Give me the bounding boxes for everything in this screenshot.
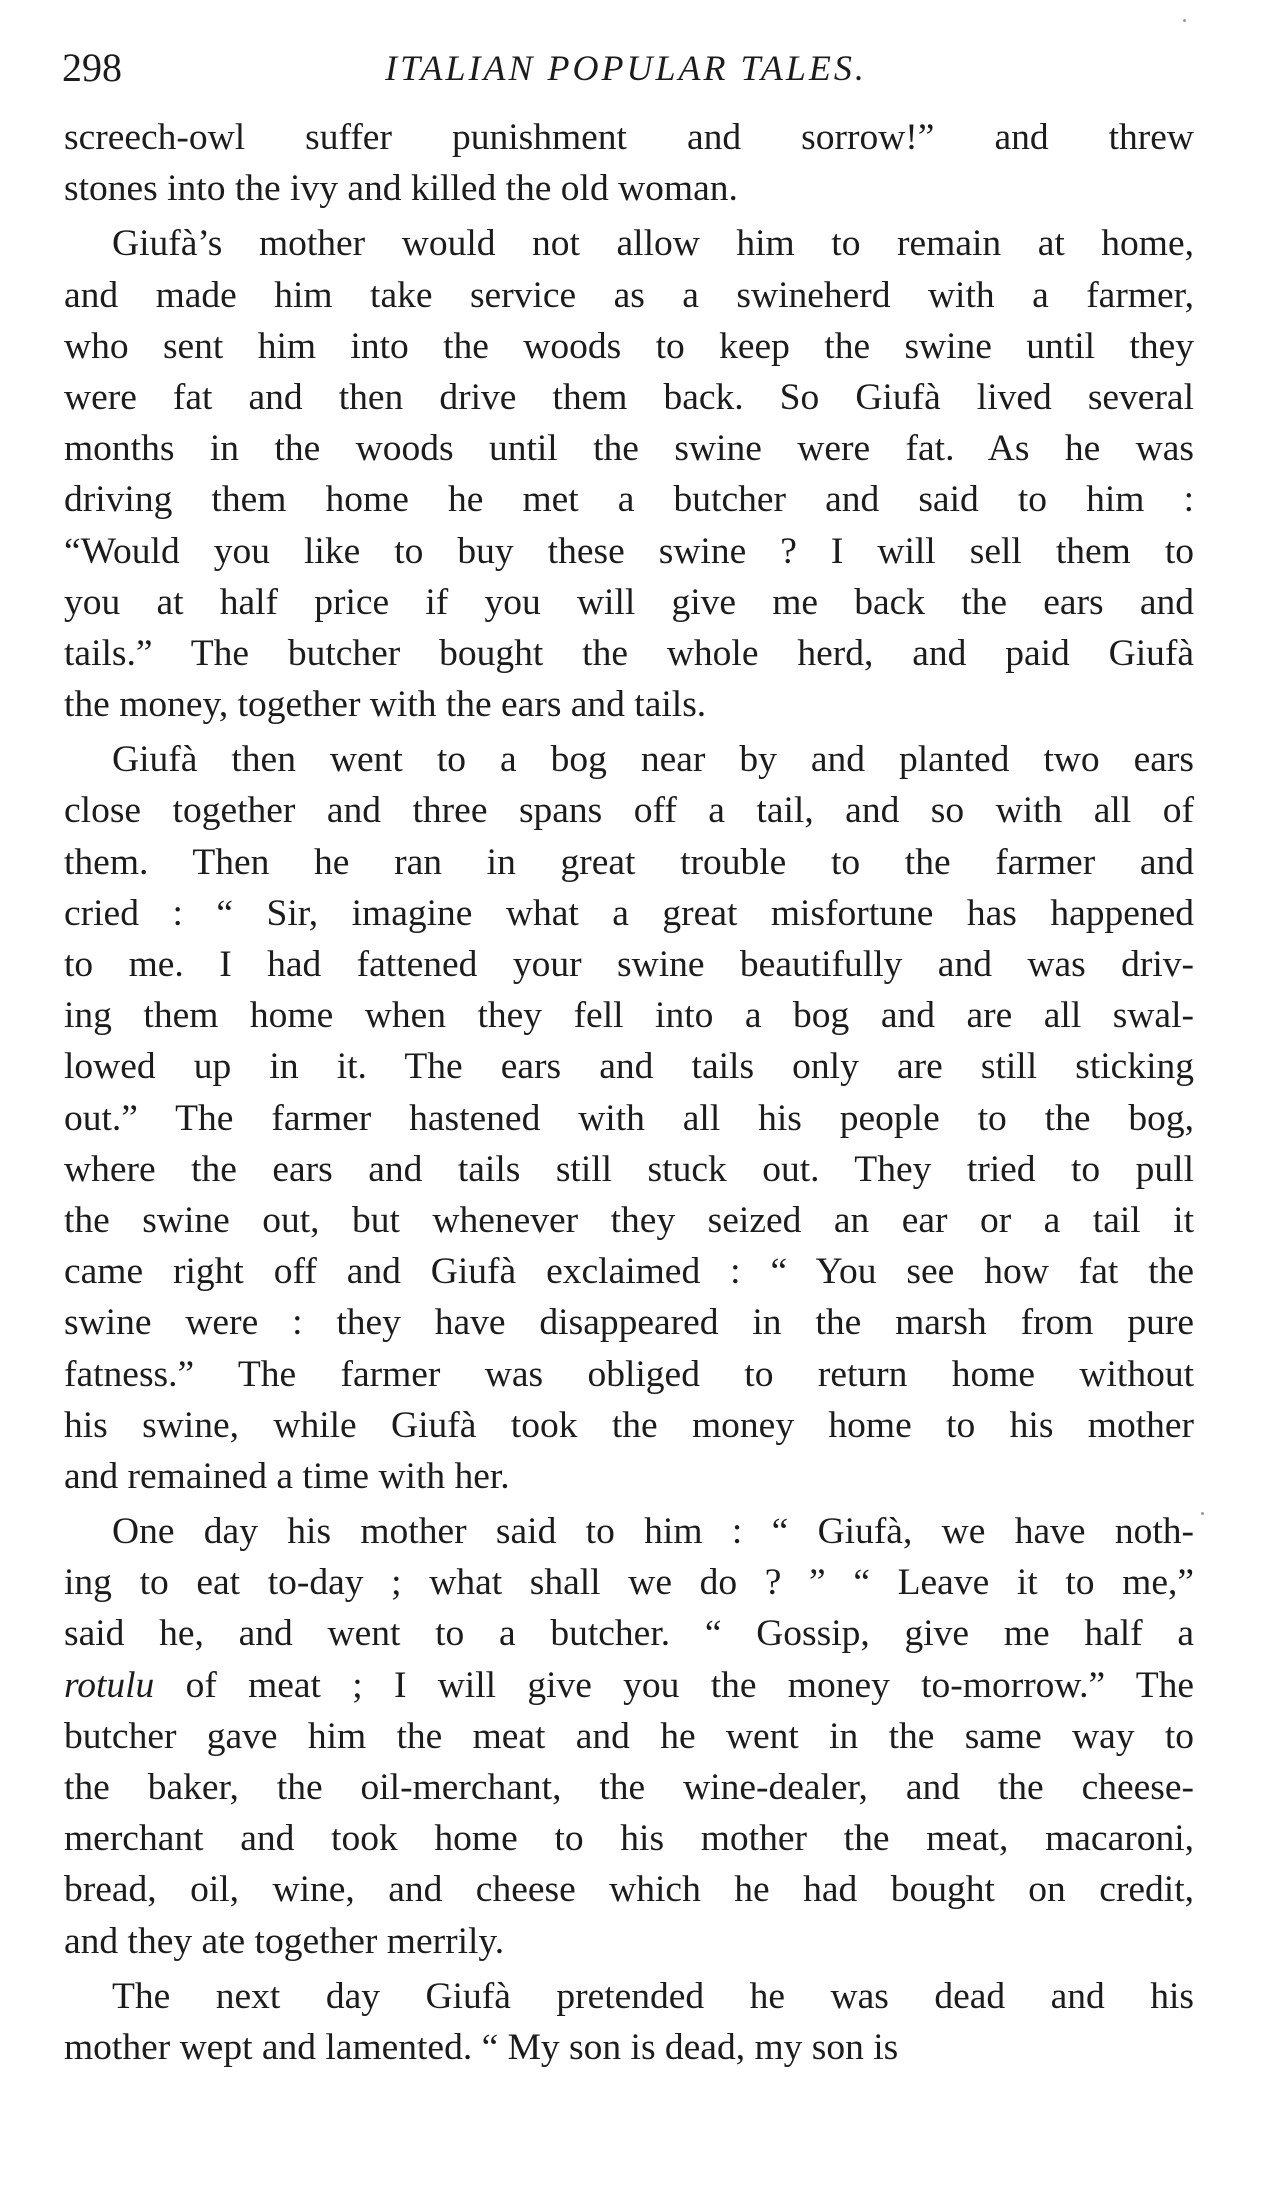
print-speck	[1183, 19, 1186, 22]
text-line: The next day Giufà pretended he was dead and his	[112, 1975, 1194, 2017]
text-line: bread, oil, wine, and cheese which he had bought on credit,	[64, 1869, 1194, 1911]
text-line: tails.” The butcher bought the whole herd, and paid Giufà	[64, 632, 1194, 674]
text-line: the swine out, but whenever they seized an ear or a tail it	[64, 1199, 1194, 1241]
text-line: said he, and went to a butcher. “ Gossip, give me half a	[64, 1613, 1194, 1655]
text-line: to me. I had fattened your swine beautifully and was driv-	[64, 944, 1194, 985]
text-line: were fat and then drive them back. So Giufà lived several	[64, 376, 1194, 418]
text-line: Giufà then went to a bog near by and planted two ears	[112, 739, 1194, 781]
paragraph	[64, 1971, 1194, 2073]
text-line: cried : “ Sir, imagine what a great misfortune has happened	[64, 892, 1194, 934]
text-line: stones into the ivy and killed the old woman.	[64, 168, 738, 210]
text-line: ing to eat to-day ; what shall we do ? ” “ Leave it to me,”	[64, 1562, 1194, 1604]
text-line: butcher gave him the meat and he went in the same way to	[64, 1715, 1194, 1757]
text-line: ing them home when they fell into a bog and are all swal-	[64, 995, 1194, 1037]
running-title: ITALIAN POPULAR TALES.	[385, 48, 867, 88]
text-line: came right off and Giufà exclaimed : “ You see how fat the	[64, 1251, 1194, 1293]
text-line: close together and three spans off a tail, and so with all of	[64, 790, 1194, 832]
text-line: where the ears and tails still stuck out. They tried to pull	[64, 1148, 1194, 1190]
page-body-text	[64, 112, 1194, 2073]
paragraph	[64, 734, 1194, 1502]
print-speck	[1201, 1512, 1204, 1515]
text-line: out.” The farmer hastened with all his people to the bog,	[64, 1097, 1194, 1139]
text-line: “Would you like to buy these swine ? I will sell them to	[64, 530, 1194, 572]
text-line: them. Then he ran in great trouble to the farmer and	[64, 841, 1194, 883]
text-line: who sent him into the woods to keep the swine until they	[64, 325, 1194, 367]
page-number: 298	[62, 45, 122, 90]
text-line: driving them home he met a butcher and said to him :	[64, 479, 1194, 521]
paragraph	[64, 112, 1194, 214]
text-line: screech-owl suffer punishment and sorrow!” and threw	[64, 117, 1194, 158]
paragraph	[64, 218, 1194, 730]
text-line: rotulu of meat ; I will give you the money to-morrow.” The	[64, 1664, 1194, 1706]
text-line: swine were : they have disappeared in the marsh from pure	[64, 1302, 1194, 1344]
text-line: his swine, while Giufà took the money home to his mother	[64, 1404, 1194, 1446]
text-line: Giufà’s mother would not allow him to remain at home,	[112, 223, 1194, 265]
text-line: months in the woods until the swine were fat. As he was	[64, 428, 1194, 470]
paragraph	[64, 1506, 1194, 1967]
text-line: lowed up in it. The ears and tails only are still sticking	[64, 1046, 1194, 1088]
text-line: and they ate together merrily.	[64, 1920, 505, 1962]
text-line: mother wept and lamented. “ My son is dead, my son is	[64, 2026, 899, 2068]
text-line: One day his mother said to him : “ Giufà, we have noth-	[112, 1511, 1194, 1553]
text-line: the baker, the oil-merchant, the wine-dealer, and the cheese-	[64, 1767, 1194, 1808]
text-line: merchant and took home to his mother the meat, macaroni,	[64, 1818, 1194, 1860]
text-line: and made him take service as a swineherd with a farmer,	[64, 274, 1194, 316]
text-line: you at half price if you will give me back the ears and	[64, 581, 1194, 623]
text-line: fatness.” The farmer was obliged to return home without	[64, 1353, 1194, 1395]
text-line: and remained a time with her.	[64, 1455, 510, 1497]
page-header	[62, 38, 1190, 98]
text-line: the money, together with the ears and tails.	[64, 684, 707, 726]
